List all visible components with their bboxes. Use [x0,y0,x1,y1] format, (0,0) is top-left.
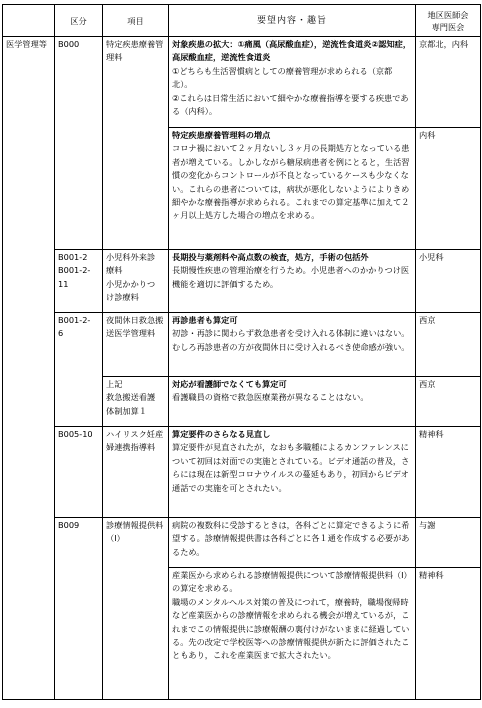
group-label: 医学管理等 [3,37,55,700]
row-item-line: け診療料 [106,292,139,303]
row-item: 特定疾患療養管理料 [103,37,169,250]
row-request [169,568,416,700]
row-request-body: 病院の複数科に受診するときは，各科ごとに算定できるように希望する。診療情報提供書は各科ごとに各１通を作成する必要があるため。 [172,520,410,557]
table-row [3,518,481,568]
row-request-heading: 特定疾患療養管理料の増点 [172,130,271,140]
row-request-body: 算定要件が見直されたが，なおも多職種によるカンファレンスについて初回は対面での実施とされている。ビデオ通話の普及，さらには現在は新型コロナウイルスの蔓延もあり，初回からビデオ通話での実施を可とされたい。 [172,442,410,493]
row-code-line: B001-2 [58,252,88,262]
header-request: 要望内容・趣旨 [169,5,416,37]
row-code-line: 11 [58,278,69,289]
row-association: 小児科 [416,250,481,313]
row-association: 精神科 [416,568,481,700]
row-request-body: 長期慢性疾患の管理治療を行うため。小児患者へのかかりつけ医機能を適切に評価するため。 [172,265,410,289]
row-request-body: 産業医から求められる診療情報提供について診療情報提供料（Ⅰ）の算定を求める。 職場のメンタルヘルス対策の普及につれて，療養時，職場復帰時など産業医からの診療情報を求められる機会が増えているが，これまでこの情報提供に診療報酬の裏付けがないままに経過している。先の改定で学校医等への診療情報提供が新たに評価されたこともあり，これを産業医まで拡大されたい。 [172,570,412,661]
row-association: 京都北，内科 [416,37,481,128]
row-code: B005-10 [55,427,103,518]
header-blank [3,5,55,37]
row-request [169,377,416,427]
table-header-row [3,5,481,37]
row-code: B000 [55,37,103,250]
row-item-line: 体制加算１ [106,405,147,416]
row-request-heading: 長期投与薬剤料や高点数の検査，処方，手術の包括外 [172,252,369,262]
row-request-body: コロナ禍において２ヶ月ないし３ヶ月の長期処方となっている患者が増えている。しかしながら糖尿病患者を例にとると，生活習慣の変化からコントロールが不良となっているケースも少なくない。これらの患者については，病状が悪化しないようによりきめ細やかな療養指導が求められる。これまでの算定基準に加えて２ヶ月以上処方した場合の増点を求める。 [172,143,410,221]
row-association: 西京 [416,313,481,377]
row-request-body: ①どちらも生活習慣病としての療養管理が求められる（京都北）。 ②これらは日常生活において細やかな療養指導を要する疾患である（内科）。 [172,65,409,117]
row-code-line: B001-2- [58,315,91,325]
row-request [169,128,416,250]
row-item [103,250,169,313]
table-row [3,313,481,377]
row-code-line: B001-2- [58,265,91,276]
request-table [2,4,481,700]
row-item-line: 小児科外来診 [106,252,156,262]
row-request [169,427,416,518]
row-association: 与謝 [416,518,481,568]
row-code [55,250,103,313]
header-association [416,5,481,37]
row-request-heading: 対応が看護師でなくても算定可 [172,379,287,389]
row-request-body: 初診・再診に関わらず救急患者を受け入れる体制に違いはない。むしろ再診患者の方が夜間休日に受け入れるべき使命感が強い。 [172,328,410,352]
row-request [169,313,416,377]
row-item-line: 療料 [106,265,123,276]
header-item: 項目 [103,5,169,37]
row-request-heading: 再診患者も算定可 [172,315,238,325]
table-row [3,250,481,313]
table-row [3,37,481,128]
row-item [103,377,169,427]
row-item-line: 上記 [106,379,123,389]
table-row [3,427,481,518]
row-item-line: 救急搬送看護 [106,392,156,403]
row-code: B009 [55,518,103,700]
header-association-line2: 専門医会 [431,21,465,32]
row-association: 内科 [416,128,481,250]
row-request [169,250,416,313]
row-request-heading: 対象疾患の拡大：①痛風（高尿酸血症），逆流性食道炎②認知症，高尿酸血症，逆流性食道炎 [172,39,412,63]
row-request-heading: 算定要件のさらなる見直し [172,429,271,439]
row-request [169,518,416,568]
row-association: 精神科 [416,427,481,518]
row-item: ハイリスク妊産婦連携指導料 [103,427,169,518]
row-item: 夜間休日救急搬送医学管理料 [103,313,169,377]
row-code-line: 6 [58,328,64,339]
header-category: 区分 [55,5,103,37]
header-association-line1: 地区医師会 [427,9,469,20]
row-association: 西京 [416,377,481,427]
row-request [169,37,416,128]
row-request-body: 看護職員の資格で救急医療業務が異なることはない。 [172,392,369,403]
row-code [55,313,103,427]
row-item-line: 小児かかりつ [106,278,156,289]
row-item: 診療情報提供料（Ⅰ） [103,518,169,700]
